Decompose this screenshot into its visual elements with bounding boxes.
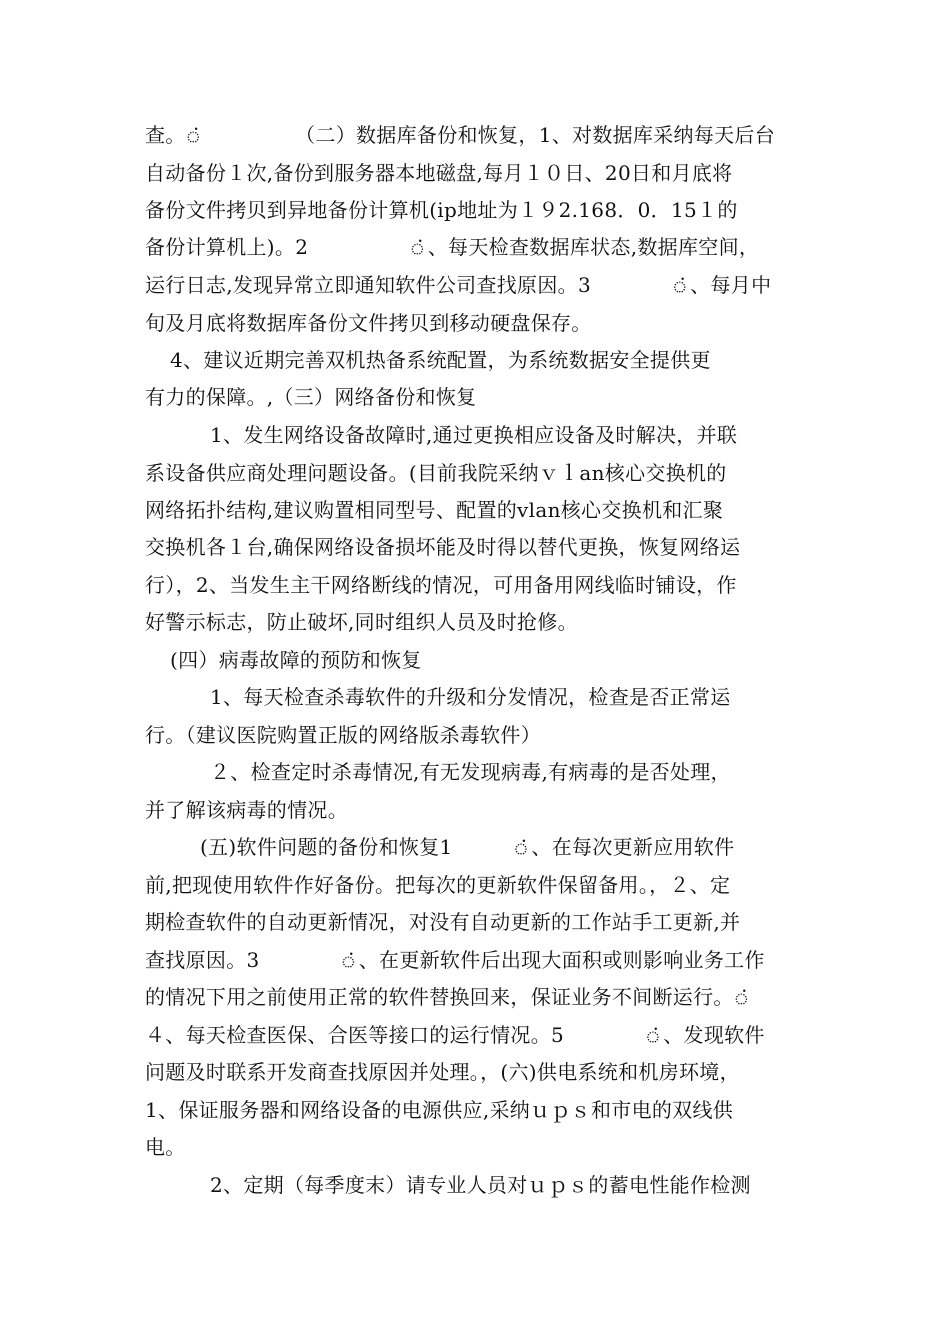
text-line: 行。（建议医院购置正版的网络版杀毒软件）	[145, 723, 541, 747]
text-line: 自动备份１次,备份到服务器本地磁盘,每月１０日、20日和月底将	[145, 161, 733, 185]
text-line: 系设备供应商处理问题设备。(目前我院采纳ｖｌan核心交换机的	[145, 461, 727, 485]
text-line: 有力的保障。,（三）网络备份和恢复	[145, 385, 477, 409]
text-line: 电。	[145, 1135, 186, 1159]
text-line: 1、保证服务器和网络设备的电源供应,采纳ｕｐｓ和市电的双线供	[145, 1098, 734, 1122]
text-line: 旬及月底将数据库备份文件拷贝到移动硬盘保存。	[145, 311, 592, 335]
text-line: 网络拓扑结构,建议购置相同型号、配置的vlan核心交换机和汇聚	[145, 498, 724, 522]
text-line: 1、发生网络设备故障时,通过更换相应设备及时解决，并联	[210, 423, 738, 447]
text-line: 的情况下用之前使用正常的软件替换回来，保证业务不间断运行。்	[145, 985, 752, 1009]
section-heading: (四）病毒故障的预防和恢复	[170, 648, 422, 672]
text-line: 好警示标志，防止破坏,同时组织人员及时抢修。	[145, 610, 578, 634]
text-line: 查。் （二）数据库备份和恢复，1、对数据库采纳每天后台	[145, 123, 776, 147]
text-line: (五)软件问题的备份和恢复1 ்、在每次更新应用软件	[200, 835, 735, 859]
text-line: ２、检查定时杀毒情况,有无发现病毒,有病毒的是否处理，	[210, 760, 731, 784]
text-line: 4、建议近期完善双机热备系统配置，为系统数据安全提供更	[170, 348, 711, 372]
text-line: 运行日志,发现异常立即通知软件公司查找原因。3 ்、每月中	[145, 273, 772, 297]
text-line: 交换机各１台,确保网络设备损坏能及时得以替代更换，恢复网络运	[145, 535, 741, 559]
text-line: 备份文件拷贝到异地备份计算机(ip地址为１９2.168．0．15１的	[145, 198, 738, 222]
text-line: 并了解该病毒的情况。	[145, 798, 348, 822]
text-line: 前,把现使用软件作好备份。把每次的更新软件保留备用。，２、定	[145, 873, 731, 897]
text-line: ４、每天检查医保、合医等接口的运行情况。5 ்、发现软件	[145, 1023, 765, 1047]
text-line: 2、定期（每季度末）请专业人员对ｕｐｓ的蓄电性能作检测	[210, 1173, 751, 1197]
text-line: 1、每天检查杀毒软件的升级和分发情况，检查是否正常运	[210, 685, 731, 709]
text-line: 问题及时联系开发商查找原因并处理。，(六)供电系统和机房环境，	[145, 1060, 740, 1084]
text-line: 查找原因。3 ்、在更新软件后出现大面积或则影响业务工作	[145, 948, 765, 972]
text-line: 期检查软件的自动更新情况，对没有自动更新的工作站手工更新,并	[145, 910, 741, 934]
text-line: 行），2、当发生主干网络断线的情况，可用备用网线临时铺设，作	[145, 573, 737, 597]
text-line: 备份计算机上)。2 ்、每天检查数据库状态,数据库空间，	[145, 235, 760, 259]
